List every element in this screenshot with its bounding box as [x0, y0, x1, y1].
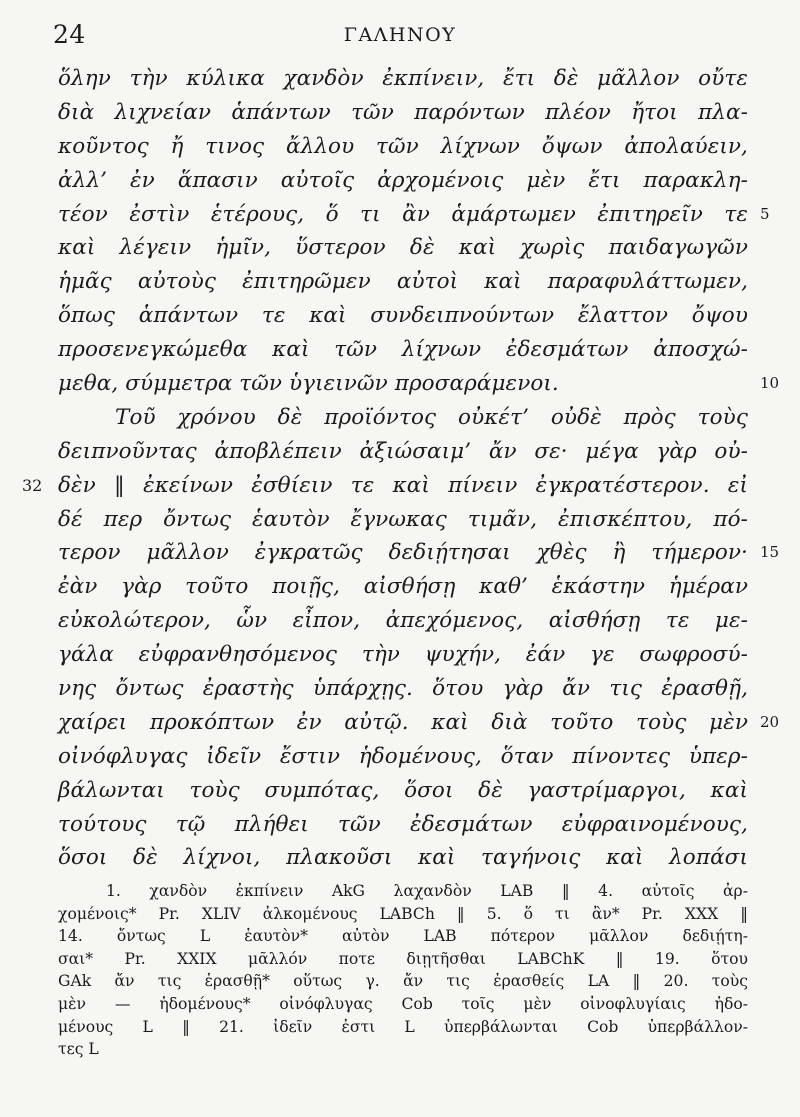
text-line: βάλωνται τοὺς συμπότας, ὅσοι δὲ γαστρίμαργοι, καὶ — [58, 777, 748, 803]
line-number: 5 — [760, 204, 770, 223]
text-line: 32 δὲν ‖ ἐκείνων ἐσθίειν τε καὶ πίνειν ἐγκρατέστερον. εἰ — [58, 469, 748, 503]
text-line: δέ περ ὄντως ἑαυτὸν ἔγνωκας τιμᾶν, ἐπισκέπτου, πό- — [58, 506, 748, 532]
page-header — [0, 14, 800, 54]
footnote-line: 1. χανδὸν ἐκπίνειν AkG λαχανδὸν LAB ‖ 4. αὐτοῖς ἀρ- — [106, 882, 748, 900]
footnote-line: 14. ὄντως L ἑαυτὸν* αὐτὸν LAB πότερον μᾶλλον δεδιῄτη- — [58, 927, 748, 946]
footnote-line: τες L — [58, 1040, 99, 1059]
footnote-line: μένους L ‖ 21. ἰδεῖν ἐστι L ὑπερβάλωνται Cob ὑπερβάλλον- — [58, 1017, 748, 1036]
line-number: 20 — [760, 712, 780, 731]
footnote-line: σαι* Pr. XXIX μᾶλλόν ποτε διῃτῆσθαι LABChK ‖ 19. ὅτου — [58, 949, 748, 968]
text-line: καὶ λέγειν ἡμῖν, ὕστερον δὲ καὶ χωρὶς παιδαγωγῶν — [58, 235, 748, 261]
text-line: νης ὄντως ἐραστὴς ὑπάρχῃς. ὅτου γὰρ ἄν τις ἐρασθῇ, — [58, 676, 748, 702]
text-line: τέον ἐστὶν ἑτέρους, ὅ τι ἂν ἁμάρτωμεν ἐπιτηρεῖν τε 5 — [58, 198, 748, 232]
text-line: ἡμᾶς αὐτοὺς ἐπιτηρῶμεν αὐτοὶ καὶ παραφυλάττωμεν, — [58, 269, 748, 295]
margin-reference: 32 — [22, 475, 43, 495]
text-line: ὅλην τὴν κύλικα χανδὸν ἐκπίνειν, ἔτι δὲ μᾶλλον οὔτε — [58, 66, 748, 91]
text-line: ἐὰν γὰρ τοῦτο ποιῇς, αἰσθήσῃ καθ’ ἑκάστην ἡμέραν — [58, 574, 748, 600]
text-line: τερον μᾶλλον ἐγκρατῶς δεδιῄτησαι χθὲς ἢ τήμερον· 15 — [58, 536, 748, 570]
line-number: 10 — [760, 374, 780, 393]
text-line: γάλα εὐφρανθησόμενος τὴν ψυχήν, ἐάν γε σωφροσύ- — [58, 642, 748, 668]
text-line: ὅσοι δὲ λίχνοι, πλακοῦσι καὶ ταγήνοις καὶ λοπάσι — [58, 845, 748, 871]
footnote-line: χομένοις* Pr. XLIV ἀλκομένους LABCh ‖ 5. ὅ τι ἂν* Pr. XXX ‖ — [58, 904, 748, 923]
text-line: Τοῦ χρόνου δὲ προϊόντος οὐκέτ’ οὐδὲ πρὸς τοὺς — [115, 404, 748, 430]
text-line: χαίρει προκόπτων ἐν αὐτῷ. καὶ διὰ τοῦτο τοὺς μὲν 20 — [58, 706, 748, 740]
page-number: 24 — [53, 20, 86, 49]
text-line: κοῦντος ἤ τινος ἄλλου τῶν λίχνων ὄψων ἀπολαύειν, — [58, 133, 748, 159]
text-line: διὰ λιχνείαν ἁπάντων τῶν παρόντων πλέον ἤτοι πλα- — [58, 99, 748, 125]
text-line: τούτους τῷ πλήθει τῶν ἐδεσμάτων εὐφραινομένους, — [58, 811, 748, 837]
line-number: 15 — [760, 543, 780, 562]
text-line: οἰνόφλυγας ἰδεῖν ἔστιν ἡδομένους, ὅταν πίνοντες ὑπερ- — [58, 743, 748, 769]
text-line: ὅπως ἁπάντων τε καὶ συνδειπνούντων ἔλαττον ὄψου — [58, 303, 748, 329]
critical-apparatus — [58, 880, 748, 1061]
text-line: μεθα, σύμμετρα τῶν ὑγιεινῶν προσαράμενοι. 10 — [58, 367, 748, 401]
text-line: ἀλλ’ ἐν ἅπασιν αὐτοῖς ἀρχομένοις μὲν ἔτι παρακλη- — [58, 167, 748, 193]
text-line: δειπνοῦντας ἀποβλέπειν ἀξιώσαιμ’ ἄν σε· μέγα γὰρ οὐ- — [58, 438, 748, 464]
footnote-line: GAk ἄν τις ἐρασθῇ* οὕτως γ. ἄν τις ἐρασθείς LA ‖ 20. τοὺς — [58, 972, 748, 991]
main-text — [22, 62, 780, 875]
footnote-line: μὲν — ἡδομένους* οἰνόφλυγας Cob τοῖς μὲν οἰνοφλυγίαις ἡδο- — [58, 994, 748, 1013]
text-line: εὐκολώτερον, ὧν εἶπον, ἀπεχόμενος, αἰσθήσῃ τε με- — [58, 608, 748, 634]
text-line: προσενεγκώμεθα καὶ τῶν λίχνων ἐδεσμάτων ἀποσχώ- — [58, 337, 748, 363]
running-head: ΓΑΛΗΝΟΥ — [343, 24, 457, 46]
